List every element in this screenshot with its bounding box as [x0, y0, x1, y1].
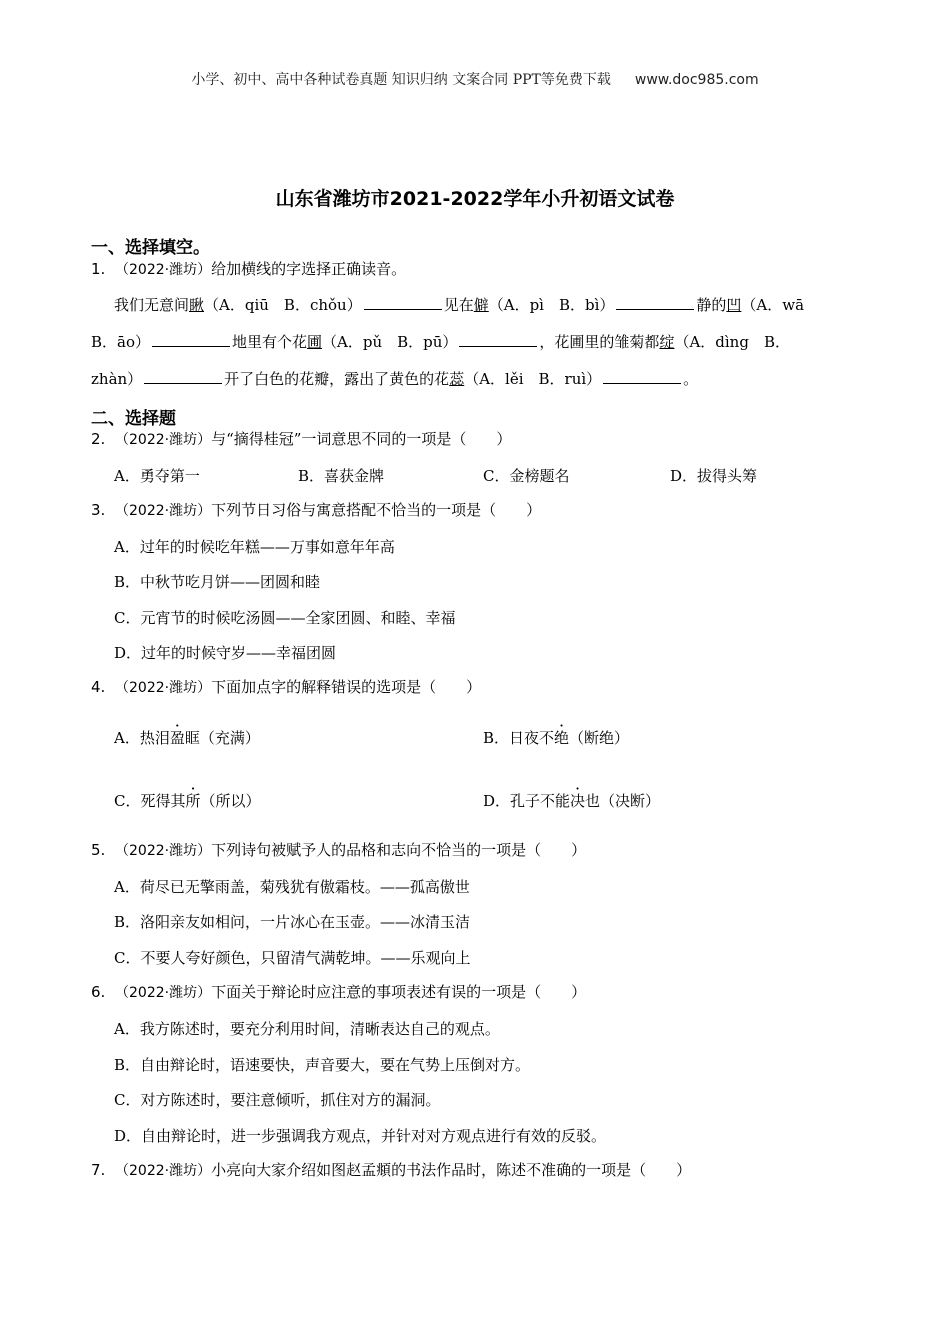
option-c[interactable]: C．元宵节的时候吃汤圆——全家团圆、和睦、幸福	[114, 609, 456, 627]
option-d[interactable]: D．自由辩论时，进一步强调我方观点，并针对对方观点进行有效的反驳。	[114, 1127, 607, 1145]
option-c[interactable]: C．金榜题名	[483, 467, 570, 485]
option-b[interactable]: B．自由辩论时，语速要快，声音要大，要在气势上压倒对方。	[114, 1056, 531, 1074]
option-a[interactable]: A．我方陈述时，要充分利用时间，清晰表达自己的观点。	[114, 1020, 500, 1038]
option-a[interactable]: A．过年的时候吃年糕——万事如意年年高	[114, 538, 395, 556]
question-7-stem	[91, 1160, 691, 1181]
question-number: 1.	[91, 260, 106, 278]
text: 地里有个花	[232, 333, 308, 351]
question-source: （2022·潍坊）	[115, 503, 212, 519]
question-text: 下面加点字的解释错误的选项是（ ）	[211, 678, 482, 696]
question-5-stem	[91, 840, 586, 861]
header-text: 小学、初中、高中各种试卷真题 知识归纳 文案合同 PPT等免费下载	[191, 72, 611, 88]
text: （断绝）	[569, 729, 630, 747]
underlined-char: 蕊	[449, 370, 465, 388]
option-a[interactable]	[114, 727, 260, 748]
text: C．死得其	[114, 792, 186, 810]
option-d[interactable]: D．过年的时候守岁——幸福团圆	[114, 644, 337, 662]
question-text: 与“摘得桂冠”一词意思不同的一项是（ ）	[211, 430, 512, 448]
option-d[interactable]	[483, 790, 660, 811]
underlined-char: 瞅	[189, 296, 205, 314]
question-1-line-2	[91, 331, 790, 352]
text: 开了白色的花瓣，露出了黄色的花	[224, 370, 450, 388]
header-site[interactable]: www.doc985.com	[634, 72, 759, 88]
text: 我们无意间	[114, 296, 190, 314]
question-2-stem	[91, 429, 511, 450]
question-number: 7.	[91, 1161, 106, 1179]
answer-blank[interactable]	[144, 369, 222, 384]
answer-blank[interactable]	[152, 332, 230, 347]
text: （A．wā	[741, 296, 805, 314]
question-text: 下面关于辩论时应注意的事项表述有误的一项是（ ）	[211, 983, 587, 1001]
text: （A．lěi B．ruì）	[464, 370, 602, 388]
option-a[interactable]: A．勇夺第一	[114, 467, 200, 485]
page-header	[0, 69, 950, 89]
option-b[interactable]: B．洛阳亲友如相问，一片冰心在玉壶。——冰清玉洁	[114, 913, 471, 931]
section-heading-1: 一、选择填空。	[91, 238, 210, 258]
underlined-char: 圃	[307, 333, 323, 351]
question-source: （2022·潍坊）	[115, 680, 212, 696]
text: （所以）	[200, 792, 261, 810]
question-1-line-1	[114, 294, 804, 315]
question-3-stem	[91, 500, 541, 521]
question-number: 6.	[91, 983, 106, 1001]
option-c[interactable]	[114, 790, 261, 811]
underlined-char: 凹	[726, 296, 742, 314]
text: （A．pì B．bì）	[488, 296, 615, 314]
question-source: （2022·潍坊）	[115, 985, 212, 1001]
text: 眶（充满）	[184, 729, 260, 747]
text: 也（决断）	[585, 792, 661, 810]
question-text: 下列诗句被赋予人的品格和志向不恰当的一项是（ ）	[211, 841, 587, 859]
page-title: 山东省潍坊市2021-2022学年小升初语文试卷	[275, 188, 675, 210]
underlined-char: 绽	[659, 333, 675, 351]
question-text: 下列节日习俗与寓意搭配不恰当的一项是（ ）	[211, 501, 542, 519]
dotted-char: 绝	[554, 729, 570, 747]
question-number: 3.	[91, 501, 106, 519]
question-number: 4.	[91, 678, 106, 696]
dotted-char: 所	[185, 792, 201, 810]
option-a[interactable]: A．荷尽已无擎雨盖，菊残犹有傲霜枝。——孤高傲世	[114, 878, 470, 896]
text: （A．qiū B．chǒu）	[204, 296, 362, 314]
option-b[interactable]: B．喜获金牌	[298, 467, 385, 485]
option-d[interactable]: D．拔得头筹	[670, 467, 758, 485]
answer-blank[interactable]	[603, 369, 681, 384]
text: 静的	[696, 296, 727, 314]
option-b[interactable]: B．中秋节吃月饼——团圆和睦	[114, 573, 321, 591]
text: （A．dìng B．	[674, 333, 790, 351]
question-text: 小亮向大家介绍如图赵孟頫的书法作品时，陈述不准确的一项是（ ）	[211, 1161, 692, 1179]
section-heading-2: 二、选择题	[91, 409, 176, 429]
answer-blank[interactable]	[459, 332, 537, 347]
text: ，花圃里的雏菊都	[539, 333, 660, 351]
text: zhàn）	[91, 370, 143, 388]
option-b[interactable]	[483, 727, 629, 748]
text: 。	[683, 370, 699, 388]
text: （A．pǔ B．pū）	[322, 333, 458, 351]
question-source: （2022·潍坊）	[115, 843, 212, 859]
answer-blank[interactable]	[616, 295, 694, 310]
answer-blank[interactable]	[364, 295, 442, 310]
dotted-char: 决	[570, 792, 586, 810]
dotted-char: 盈	[169, 729, 185, 747]
question-source: （2022·潍坊）	[115, 1163, 212, 1179]
option-c[interactable]: C．对方陈述时，要注意倾听，抓住对方的漏洞。	[114, 1091, 441, 1109]
underlined-char: 僻	[473, 296, 489, 314]
question-number: 2.	[91, 430, 106, 448]
text: 见在	[443, 296, 474, 314]
question-source: （2022·潍坊）	[115, 432, 212, 448]
question-number: 5.	[91, 841, 106, 859]
text: A．热泪	[114, 729, 170, 747]
text: B．āo）	[91, 333, 150, 351]
question-source: （2022·潍坊）	[115, 262, 212, 278]
question-1-line-3	[91, 368, 698, 389]
question-1-stem	[91, 259, 406, 280]
text: B．日夜不	[483, 729, 555, 747]
question-6-stem	[91, 982, 586, 1003]
text: D．孔子不能	[483, 792, 571, 810]
question-4-stem	[91, 677, 481, 698]
question-text: 给加横线的字选择正确读音。	[211, 260, 407, 278]
option-c[interactable]: C．不要人夸好颜色，只留清气满乾坤。——乐观向上	[114, 949, 471, 967]
